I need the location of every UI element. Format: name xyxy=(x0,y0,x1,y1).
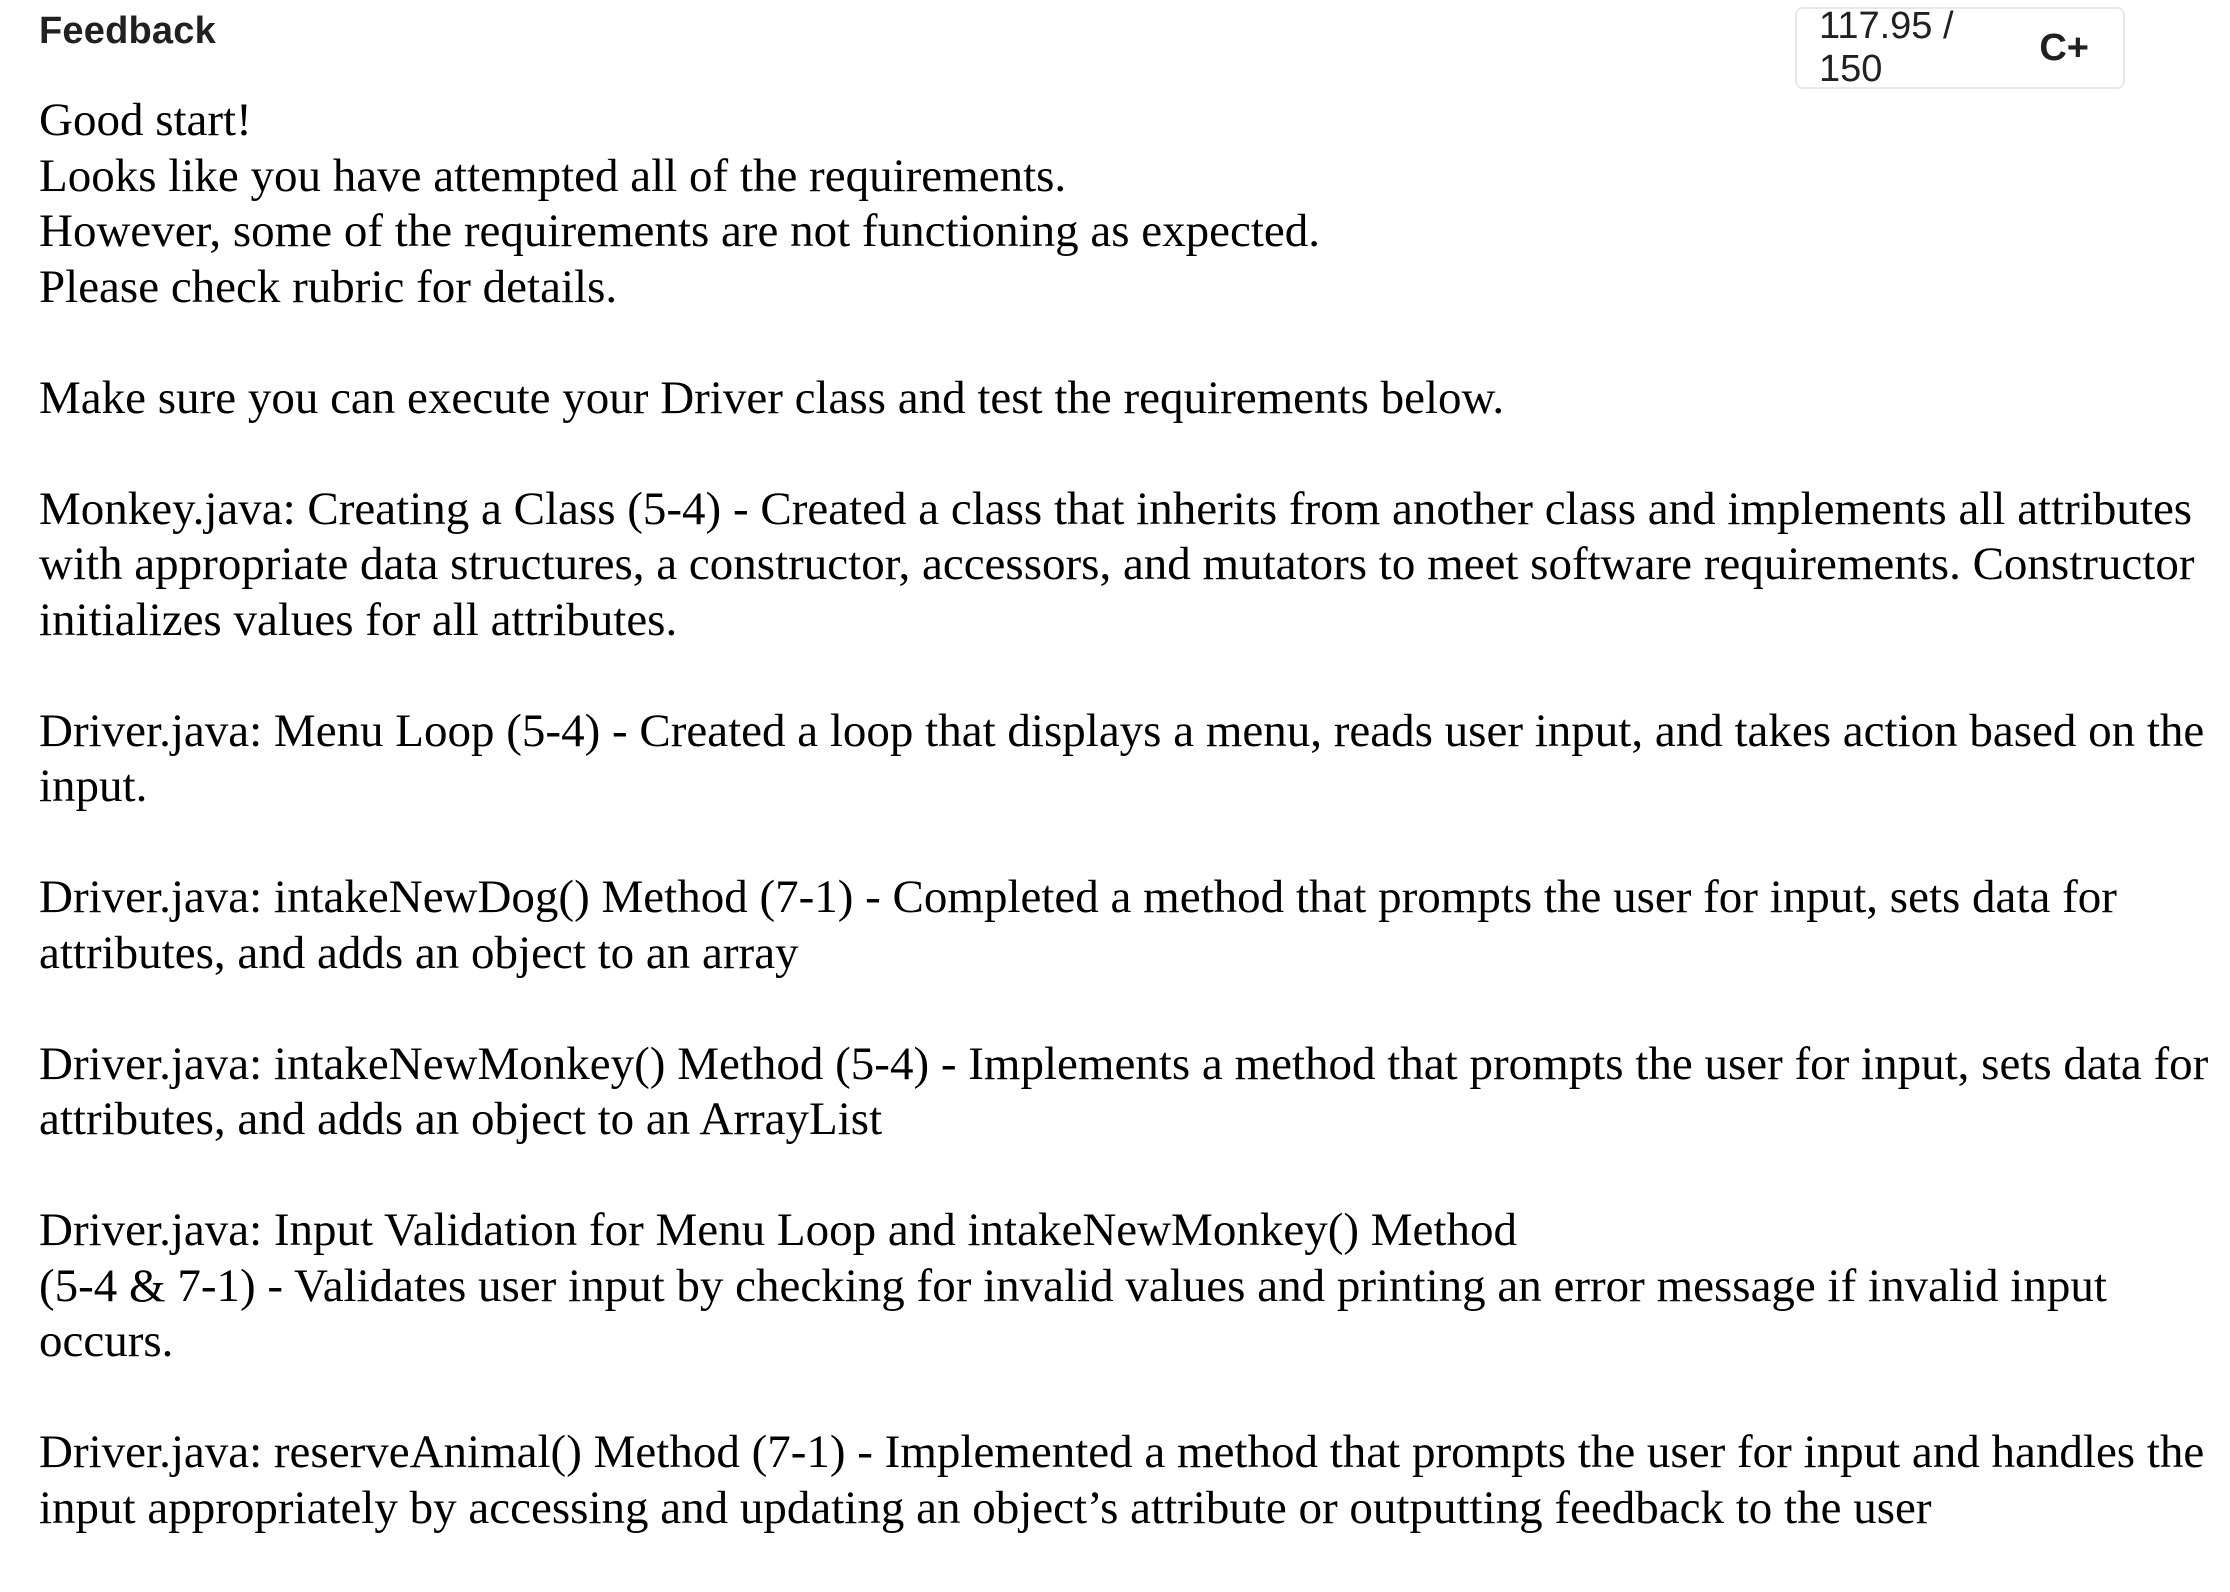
intro-line: Please check rubric for details. xyxy=(39,260,618,313)
requirement-monkey-class: Monkey.java: Creating a Class (5-4) - Created a class that inherits from another class and implements all attributes with appropriate data structures, a constructor, accessors, and mutators to meet software requirements. Constructor initializes values for all attributes. xyxy=(39,482,2195,646)
intro-line: Good start! xyxy=(39,94,252,146)
letter-grade: C+ xyxy=(2039,26,2089,69)
requirement-menu-loop: Driver.java: Menu Loop (5-4) - Created a loop that displays a menu, reads user input, and takes action based on the input. xyxy=(39,704,2205,812)
requirement-input-validation-title: Driver.java: Input Validation for Menu Loop and intakeNewMonkey() Method xyxy=(39,1204,1517,1256)
intro-line: However, some of the requirements are not functioning as expected. xyxy=(39,205,1321,257)
requirement-input-validation-detail: (5-4 & 7-1) - Validates user input by checking for invalid values and printing an error message if invalid input occurs. xyxy=(39,1259,2107,1367)
score-badge xyxy=(1795,7,2125,89)
requirement-intake-new-monkey: Driver.java: intakeNewMonkey() Method (5-4) - Implements a method that prompts the user for input, sets data for attributes, and adds an object to an ArrayList xyxy=(39,1037,2209,1145)
requirement-intake-new-dog: Driver.java: intakeNewDog() Method (7-1) - Completed a method that prompts the user for input, sets data for attributes, and adds an object to an array xyxy=(39,871,2117,979)
score-value: 117.95 / 150 xyxy=(1819,5,1954,90)
requirement-reserve-animal: Driver.java: reserveAnimal() Method (7-1) - Implemented a method that prompts the user for input and handles the input appropriately by accessing and updating an object’s attribute or outputting feedback to the user xyxy=(39,1426,2205,1534)
feedback-heading: Feedback xyxy=(39,10,216,52)
instruction-line: Make sure you can execute your Driver class and test the requirements below. xyxy=(39,371,1505,424)
intro-line: Looks like you have attempted all of the requirements. xyxy=(39,149,1067,202)
feedback-body xyxy=(39,93,2214,1536)
